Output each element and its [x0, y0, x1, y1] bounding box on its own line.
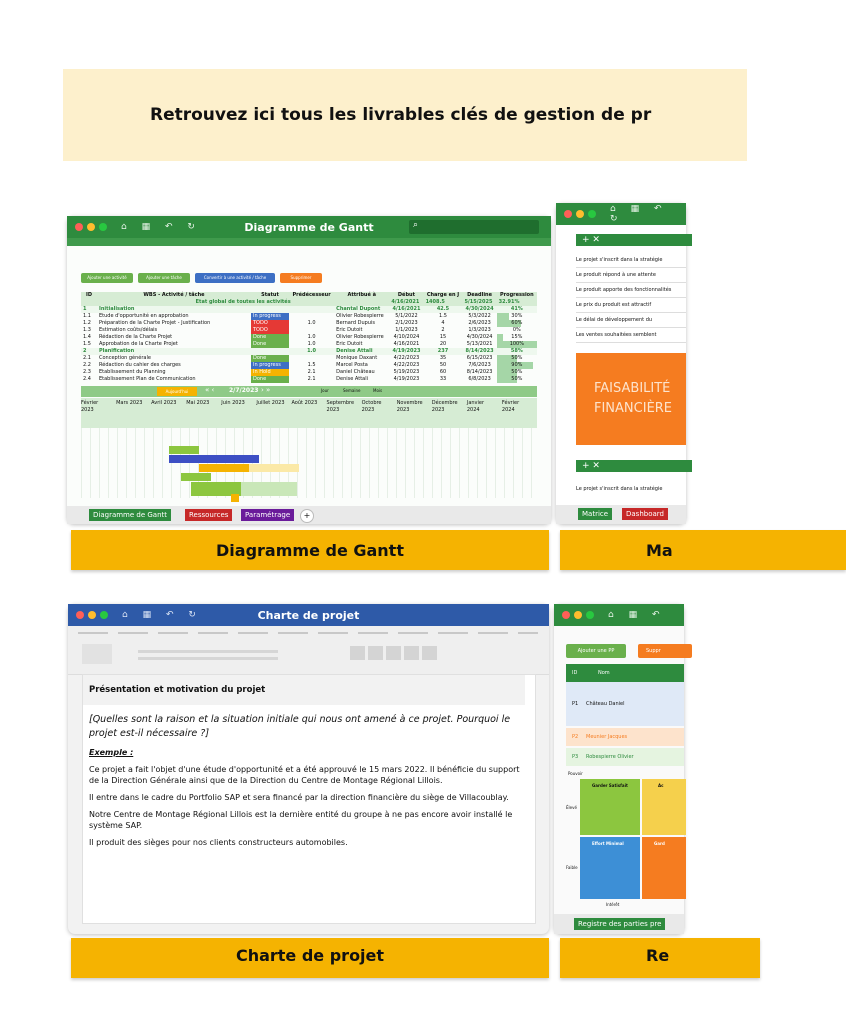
criteria-row: Le délai de développement du [576, 313, 686, 328]
table-row[interactable] [81, 376, 537, 383]
gantt-window-title: Diagramme de Gantt [244, 220, 374, 234]
close-dot-icon [562, 611, 570, 619]
cell-id: 1.4 [83, 334, 91, 340]
ribbon-tabs [78, 632, 538, 634]
toolbar-icons: ⌂ ▦ ↶ ↻ [610, 204, 668, 224]
maximize-dot-icon [588, 210, 596, 218]
summary-progress: 32.91% [498, 299, 520, 305]
ribbon-tools [82, 644, 112, 664]
tab-registre[interactable]: Registre des parties pre [574, 918, 665, 930]
table-row[interactable] [81, 348, 537, 355]
charte-caption[interactable]: Charte de projet [71, 938, 549, 978]
minimize-dot-icon [88, 611, 96, 619]
cell-id: 1.3 [83, 327, 91, 333]
cell-status: Done [251, 376, 289, 383]
table-header [566, 664, 684, 682]
cell-id: 1 [81, 306, 97, 313]
paragraph: Notre Centre de Montage Régional Lillois est la dernière entité du groupe à ne pas encore avoir installé le système SAP. [89, 810, 513, 830]
cell-task: Rédaction de la Charte Projet [99, 334, 173, 340]
section-body [89, 713, 529, 854]
cell-status: Done [251, 355, 289, 362]
add-task-button[interactable]: Ajouter une tâche [138, 273, 190, 283]
registre-caption[interactable]: Re [560, 938, 760, 978]
cell-progress: 41% [497, 306, 537, 313]
month-label: Novembre 2023 [396, 400, 423, 413]
col-deadline: Deadline [462, 292, 496, 299]
matrice-caption[interactable]: Ma [560, 530, 846, 570]
cell-progress: 100% [497, 341, 537, 348]
toolbar-icons: ⌂ ▦ ↶ ↻ [121, 222, 201, 232]
cell-progress: 60% [497, 320, 537, 327]
tab-settings[interactable]: Paramétrage [241, 509, 294, 521]
gantt-grid [81, 428, 537, 498]
cell-progress: 50% [497, 369, 537, 376]
col-task: WBS - Activité / tâche [97, 292, 251, 299]
timeline-nav [81, 386, 537, 397]
table-row [566, 748, 684, 766]
cell-owner: Eric Dutoit [336, 327, 363, 333]
cell-pred: 1.0 [307, 334, 316, 340]
cell-owner: Denise Attali [336, 376, 369, 382]
table-row[interactable] [81, 327, 537, 334]
tab-matrice[interactable]: Matrice [578, 508, 612, 520]
summary-load: 1408.5 [425, 299, 445, 305]
task-table [81, 292, 537, 383]
cell-pred [289, 313, 334, 320]
cell-deadline: 5/13/2021 [466, 341, 493, 347]
cell-load: 237 [424, 348, 463, 355]
cell-id: 1.2 [83, 320, 91, 326]
minimize-dot-icon [576, 210, 584, 218]
cell-status: TODO [251, 327, 289, 334]
cell-status: In progress [251, 313, 289, 320]
col-start: Début [389, 292, 423, 299]
cell-start: 5/19/2023 [393, 369, 420, 375]
feasibility-text: FAISABILITÉ FINANCIÈRE [594, 381, 673, 416]
toolbar-icons: ⌂ ▦ ↶ ↻ [122, 610, 202, 620]
axis-weak-label: Faible [566, 865, 578, 870]
table-row[interactable] [81, 320, 537, 327]
axis-strong-label: Élevé [566, 805, 577, 810]
paragraph: Il entre dans le cadre du Portfolio SAP et sera financé par la direction financière du siège de Villacoublay. [89, 793, 509, 802]
summary-label: Etat global de toutes les activités [195, 299, 291, 305]
cell-status [251, 306, 289, 313]
col-pred: Prédécesseur [289, 292, 334, 299]
minimize-dot-icon [87, 223, 95, 231]
month-header [81, 398, 537, 428]
minimize-dot-icon [574, 611, 582, 619]
cell-task: Initialisation [97, 306, 251, 313]
cell-task: Etablissement Plan de Communication [99, 376, 196, 382]
toolbar-icons: ⌂ ▦ ↶ [608, 610, 666, 620]
gantt-subbar [67, 238, 551, 246]
cell-owner: Eric Dutoit [336, 341, 363, 347]
axis-power-label: Pouvoir [568, 771, 583, 776]
cell-task: Planification [97, 348, 251, 355]
convert-button[interactable]: Convertir à une activité / tâche [195, 273, 275, 283]
cell-progress: 90% [497, 362, 537, 369]
cell-task: Etablissement du Planning [99, 369, 166, 375]
cell-start: 4/16/2021 [393, 341, 420, 347]
matrice-toolbar: + ✕ [576, 234, 692, 246]
today-button[interactable]: Aujourd'hui [157, 387, 197, 396]
cell-deadline: 2/6/2023 [468, 320, 491, 326]
cell-load: 1.5 [439, 313, 447, 319]
row-name: Meunier Jacques [586, 734, 628, 740]
gallery-viewport [0, 190, 673, 965]
window-controls [564, 210, 596, 218]
ribbon-styles [350, 646, 440, 660]
cell-deadline: 8/14/2023 [462, 348, 496, 355]
criteria-row: Le prix du produit est attractif [576, 298, 686, 313]
cell-deadline: 1/3/2023 [468, 327, 491, 333]
window-controls [76, 611, 108, 619]
quadrant: Gard [642, 837, 686, 899]
registre-preview-card[interactable] [554, 604, 684, 934]
cell-load: 42.5 [424, 306, 463, 313]
sheet-tabs [554, 914, 684, 934]
cell-start: 2/1/2023 [395, 320, 418, 326]
bar-task [199, 464, 249, 472]
table-row[interactable] [81, 362, 537, 369]
cell-task: Préparation de la Charte Projet - Justification [99, 320, 211, 326]
bar-milestone [231, 494, 239, 502]
cell-id: 2.3 [83, 369, 91, 375]
cell-owner: Monique Daxant [336, 355, 378, 361]
cell-load: 33 [439, 376, 447, 382]
col-status: Statut [251, 292, 289, 299]
feasibility-banner [576, 353, 686, 445]
cell-deadline: 4/30/2024 [462, 306, 496, 313]
search-icon: ⌕ [413, 220, 419, 230]
cell-pred: 1.5 [307, 362, 316, 368]
task-rows [81, 299, 537, 383]
cell-deadline: 5/3/2022 [468, 313, 491, 319]
row-id: P1 [572, 701, 579, 707]
cell-deadline: 6/15/2023 [466, 355, 493, 361]
timeline-date: 2/7/2023 [229, 387, 259, 394]
cell-start: 4/22/2023 [393, 362, 420, 368]
month-label: Février 2024 [501, 400, 520, 413]
quadrant: Effort Minimal [580, 837, 640, 899]
close-dot-icon [76, 611, 84, 619]
prev-arrows-icon[interactable]: « ‹ [205, 386, 215, 394]
gantt-caption[interactable]: Diagramme de Gantt [71, 530, 549, 570]
cell-status: Done [251, 341, 289, 348]
col-name: Nom [598, 670, 610, 676]
cell-load: 4 [441, 320, 445, 326]
matrice-rows [576, 253, 686, 343]
criteria-row: Le produit répond à une attente [576, 268, 686, 283]
month-label: Juin 2023 [221, 400, 245, 406]
table-row[interactable] [81, 369, 537, 376]
table-header [81, 292, 537, 299]
row-id: P3 [572, 754, 579, 760]
month-label: Décembre 2023 [431, 400, 458, 413]
cell-progress: 58% [497, 348, 537, 355]
paragraph: Il produit des sièges pour nos clients constructeurs automobiles. [89, 838, 348, 847]
cell-deadline: 4/30/2024 [466, 334, 493, 340]
cell-start: 4/19/2023 [393, 376, 420, 382]
gantt-titlebar [67, 216, 551, 238]
close-dot-icon [564, 210, 572, 218]
add-pp-button[interactable]: Ajouter une PP [566, 644, 626, 658]
window-controls [562, 611, 594, 619]
table-row[interactable] [81, 355, 537, 362]
col-id: ID [572, 670, 578, 676]
tab-gantt[interactable]: Diagramme de Gantt [89, 509, 171, 521]
delete-pp-button[interactable]: Suppr [638, 644, 692, 658]
matrice-toolbar-2: + ✕ [576, 460, 692, 472]
matrice-preview-card[interactable] [556, 203, 686, 524]
cell-pred [289, 355, 334, 362]
table-row[interactable] [81, 313, 537, 320]
maximize-dot-icon [100, 611, 108, 619]
cell-id: 2 [81, 348, 97, 355]
bar-activity [169, 446, 199, 454]
cell-pred: 1.0 [307, 320, 316, 326]
cell-start: 4/19/2023 [389, 348, 423, 355]
cell-status: In progress [251, 362, 289, 369]
ribbon [68, 626, 549, 675]
maximize-dot-icon [99, 223, 107, 231]
bar-task [181, 473, 211, 481]
table-row [566, 728, 684, 746]
col-load: Charge en J [424, 292, 463, 299]
cell-start: 4/16/2021 [389, 306, 423, 313]
table-row[interactable] [81, 334, 537, 341]
cell-start: 4/22/2023 [393, 355, 420, 361]
summary-deadline: 5/15/2025 [464, 299, 493, 305]
guiding-question: [Quelles sont la raison et la situation initiale qui nous ont amené à ce projet. Pourquoi le projet est-il nécessaire ?] [89, 714, 511, 739]
criteria-row: Les ventes souhaitées semblent [576, 328, 686, 343]
cell-task: Etude d'opportunité en approbation [99, 313, 189, 319]
cell-pred: 1.0 [289, 348, 334, 355]
summary-start: 4/16/2021 [391, 299, 420, 305]
ribbon-tools [138, 646, 278, 660]
table-row [566, 682, 684, 726]
cell-status: Done [251, 334, 289, 341]
quadrant: Garder Satisfait [580, 779, 640, 835]
cell-load: 2 [441, 327, 445, 333]
charte-titlebar [68, 604, 549, 626]
cell-pred [289, 306, 334, 313]
col-id: ID [81, 292, 97, 299]
cell-pred: 2.1 [307, 376, 316, 382]
cell-owner: Chantal Dupont [334, 306, 389, 313]
charte-preview-card[interactable] [68, 604, 549, 934]
search-box [409, 220, 539, 234]
scale-day[interactable]: Jour [321, 388, 329, 393]
cell-deadline: 6/8/2023 [468, 376, 491, 382]
add-tab-icon[interactable]: + [300, 509, 314, 523]
cell-pred: 2.1 [307, 369, 316, 375]
cell-status: In Hold [251, 369, 289, 376]
cell-load: 60 [439, 369, 447, 375]
month-label: Août 2023 [291, 400, 318, 406]
charte-window-title: Charte de projet [257, 608, 360, 622]
intro-banner [63, 69, 747, 161]
cell-progress: 50% [497, 376, 537, 383]
cell-id: 1.1 [83, 313, 91, 319]
cell-pred [289, 327, 334, 334]
month-label: Février 2023 [81, 400, 99, 413]
cell-load: 50 [439, 362, 447, 368]
tab-resources[interactable]: Ressources [185, 509, 232, 521]
cell-id: 2.2 [83, 362, 91, 368]
document-page [82, 674, 536, 924]
cell-deadline: 7/6/2023 [468, 362, 491, 368]
cell-deadline: 8/14/2023 [466, 369, 493, 375]
month-label: Octobre 2023 [361, 400, 382, 413]
cell-progress: 30% [497, 313, 537, 320]
row-id: P2 [572, 734, 579, 740]
matrice-titlebar [556, 203, 686, 225]
col-owner: Attribué à [334, 292, 389, 299]
window-controls [75, 223, 107, 231]
cell-progress: 50% [497, 355, 537, 362]
cell-pred: 1.0 [307, 341, 316, 347]
scale-week[interactable]: Semaine [343, 388, 361, 393]
delete-button[interactable]: Supprimer [280, 273, 322, 283]
scale-month[interactable]: Mois [373, 388, 383, 393]
tab-dashboard[interactable]: Dashboard [622, 508, 668, 520]
cell-id: 2.4 [83, 376, 91, 382]
cell-owner: Olivier Robespierre [336, 334, 384, 340]
cell-load: 20 [439, 341, 447, 347]
month-label: Mars 2023 [116, 400, 143, 406]
sheet-tabs [67, 506, 551, 524]
cell-owner: Daniel Château [336, 369, 375, 375]
col-progress: Progression [497, 292, 537, 299]
month-label: Janvier 2024 [466, 400, 485, 413]
month-label: Septembre 2023 [326, 400, 355, 413]
cell-status [251, 348, 289, 355]
criteria-row: Le projet s'inscrit dans la stratégie [576, 486, 663, 492]
cell-task: Approbation de la Charte Projet [99, 341, 178, 347]
cell-load: 15 [439, 334, 447, 340]
example-label: Exemple : [89, 748, 134, 757]
cell-status: TODO [251, 320, 289, 327]
criteria-row: Le produit apporte des fonctionnalités [576, 283, 686, 298]
bar-task [169, 455, 259, 463]
row-name: Robespierre Olivier [586, 754, 634, 760]
intro-text: Retrouvez ici tous les livrables clés de gestion de pr [150, 105, 652, 125]
row-name: Château Daniel [586, 701, 625, 707]
maximize-dot-icon [586, 611, 594, 619]
cell-progress: 0% [497, 327, 537, 334]
section-heading: Présentation et motivation du projet [83, 675, 525, 705]
table-row[interactable] [81, 341, 537, 348]
cell-owner: Marcel Posta [336, 362, 368, 368]
cell-owner: Olivier Robespierre [336, 313, 384, 319]
cell-load: 35 [439, 355, 447, 361]
cell-task: Estimation coûts/délais [99, 327, 158, 333]
cell-progress: 15% [497, 334, 537, 341]
cell-owner: Denise Attali [334, 348, 389, 355]
add-activity-button[interactable]: Ajouter une activité [81, 273, 133, 283]
month-label: Mai 2023 [186, 400, 210, 406]
next-arrows-icon[interactable]: › » [261, 386, 271, 394]
table-row[interactable] [81, 306, 537, 313]
cell-id: 2.1 [83, 355, 91, 361]
summary-row [81, 299, 537, 306]
bar-task [241, 482, 297, 496]
cell-owner: Bernard Dupuis [336, 320, 375, 326]
cell-task: Conception générale [99, 355, 151, 361]
paragraph: Ce projet a fait l'objet d'une étude d'opportunité et a été approuvé le 15 mars 2022. Il bénéficie du support de la Direction Générale ainsi que de la Direction du Centre de Montage Régional Lillois. [89, 765, 520, 785]
registre-titlebar [554, 604, 684, 626]
cell-start: 5/1/2022 [395, 313, 418, 319]
bar-task [249, 464, 299, 472]
cell-start: 4/10/2024 [393, 334, 420, 340]
quadrant: Ac [642, 779, 686, 835]
month-label: Juillet 2023 [256, 400, 285, 406]
gantt-preview-card[interactable] [67, 216, 551, 524]
criteria-row: Le projet s'inscrit dans la stratégie [576, 253, 686, 268]
cell-task: Rédaction du cahier des charges [99, 362, 181, 368]
power-interest-matrix [566, 769, 684, 909]
cell-id: 1.5 [83, 341, 91, 347]
month-label: Avril 2023 [151, 400, 177, 406]
close-dot-icon [75, 223, 83, 231]
axis-interest-label: Intérêt [606, 902, 620, 907]
sheet-tabs [556, 505, 686, 524]
cell-start: 1/1/2023 [395, 327, 418, 333]
